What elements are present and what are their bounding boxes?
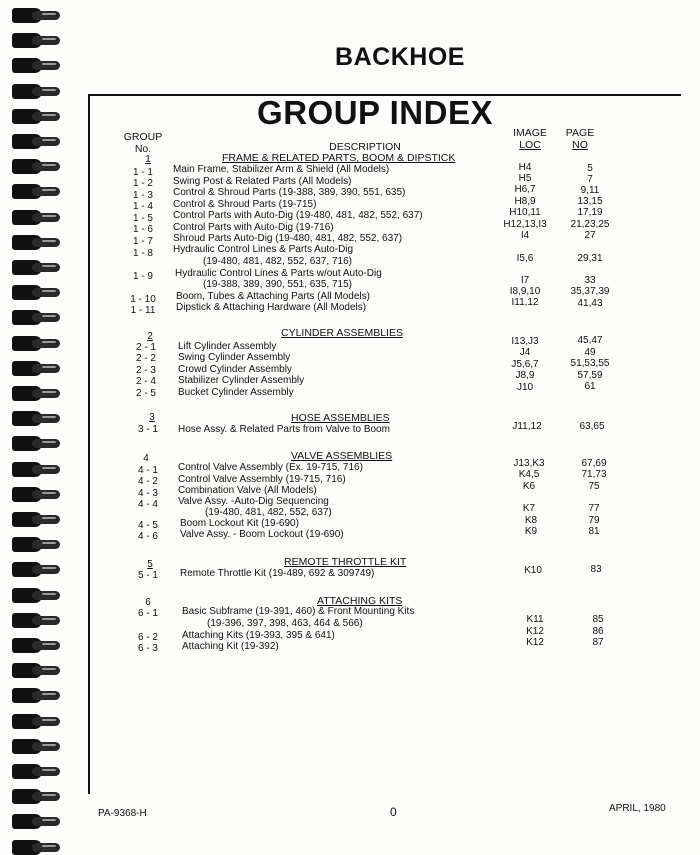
binding-ring xyxy=(12,58,60,73)
binding-ring xyxy=(12,840,60,855)
row-page-no: 57,59 xyxy=(577,370,603,381)
row-group: 1 - 9 xyxy=(132,271,153,282)
row-group: 2 - 4 xyxy=(135,376,156,387)
row-description: Control Parts with Auto-Dig (19-480, 481, 482, 552, 637) xyxy=(173,210,423,221)
row-image-loc: K6 xyxy=(522,481,536,492)
row-group: 4 - 2 xyxy=(137,476,158,487)
column-header-page-line2: NO xyxy=(572,139,588,151)
row-description: Combination Valve (All Models) xyxy=(178,485,317,496)
row-image-loc: J10 xyxy=(516,382,534,393)
section-title: FRAME & RELATED PARTS, BOOM & DIPSTICK xyxy=(222,152,456,164)
row-description: Lift Cylinder Assembly xyxy=(178,341,277,352)
section-number: 1 xyxy=(145,154,151,165)
row-image-loc: H8,9 xyxy=(514,196,536,207)
column-header-group-line1: GROUP xyxy=(123,131,163,143)
section-title: CYLINDER ASSEMBLIES xyxy=(281,327,403,339)
row-description: Attaching Kits (19-393, 395 & 641) xyxy=(182,630,335,641)
row-page-no: 5 xyxy=(587,163,593,174)
row-image-loc: K12 xyxy=(526,626,544,637)
column-header-page-line1: PAGE xyxy=(565,127,595,139)
row-image-loc: J5,6,7 xyxy=(511,359,539,370)
row-page-no: 45,47 xyxy=(577,335,603,346)
row-image-loc: I7 xyxy=(520,275,530,286)
row-group: 5 - 1 xyxy=(137,570,158,581)
section-number: 2 xyxy=(147,331,153,342)
row-image-loc: H10,11 xyxy=(509,207,541,218)
page-number: 0 xyxy=(390,805,397,819)
row-description: Shroud Parts Auto-Dig (19-480, 481, 482, 552, 637) xyxy=(173,233,403,244)
row-image-loc: H4 xyxy=(518,162,532,173)
row-image-loc: K12 xyxy=(526,637,544,648)
row-description: Boom Lockout Kit (19-690) xyxy=(180,518,299,529)
row-image-loc: I13,J3 xyxy=(511,336,539,347)
row-image-loc: K4,5 xyxy=(518,469,540,480)
row-group: 1 - 10 xyxy=(130,294,156,305)
binding-ring xyxy=(12,411,60,426)
column-header-image-line1: IMAGE xyxy=(513,127,547,139)
row-page-no: 21,23,25 xyxy=(570,219,610,230)
binding-ring xyxy=(12,336,60,351)
row-group: 4 - 5 xyxy=(137,520,158,531)
row-image-loc: J13,K3 xyxy=(513,458,545,469)
row-description: Control Parts with Auto-Dig (19-716) xyxy=(173,222,334,233)
row-image-loc: H12,13,I3 xyxy=(503,219,547,230)
row-image-loc: J4 xyxy=(519,347,531,358)
row-group: 6 - 3 xyxy=(137,643,158,654)
binding-ring xyxy=(12,764,60,779)
row-group: 2 - 1 xyxy=(135,342,156,353)
row-description: Remote Throttle Kit (19-489, 692 & 309749) xyxy=(180,568,375,579)
row-description: Attaching Kit (19-392) xyxy=(182,641,279,652)
binding-ring xyxy=(12,814,60,829)
row-description: Dipstick & Attaching Hardware (All Models) xyxy=(176,302,367,313)
row-image-loc: J11,12 xyxy=(512,421,542,432)
row-description: Swing Post & Related Parts (All Models) xyxy=(173,176,352,187)
row-group: 2 - 5 xyxy=(135,388,156,399)
row-description-continued: (19-388, 389, 390, 551, 635, 715) xyxy=(203,279,353,290)
column-header-image-line2: LOC xyxy=(519,139,541,151)
row-page-no: 67,69 xyxy=(581,458,607,469)
row-group: 6 - 2 xyxy=(137,632,158,643)
binding-ring xyxy=(12,588,60,603)
row-group: 1 - 2 xyxy=(132,178,153,189)
row-page-no: 33 xyxy=(584,275,596,286)
index-title: GROUP INDEX xyxy=(257,94,493,131)
section-number: 3 xyxy=(149,412,155,423)
row-image-loc: I5,6 xyxy=(516,253,534,264)
section-number: 6 xyxy=(145,597,151,608)
section-title: REMOTE THROTTLE KIT xyxy=(284,556,407,568)
row-page-no: 86 xyxy=(592,626,604,637)
section-title: VALVE ASSEMBLIES xyxy=(291,450,393,462)
row-group: 4 - 1 xyxy=(137,465,158,476)
row-description: Valve Assy. - Boom Lockout (19-690) xyxy=(180,529,344,540)
binding-ring xyxy=(12,84,60,99)
binding-ring xyxy=(12,663,60,678)
row-description: Basic Subframe (19-391, 460) & Front Mounting Kits xyxy=(182,606,415,617)
row-group: 1 - 6 xyxy=(132,224,153,235)
row-image-loc: J8,9 xyxy=(515,370,535,381)
binding-ring xyxy=(12,159,60,174)
row-description: Crowd Cylinder Assembly xyxy=(178,364,292,375)
binding-ring xyxy=(12,33,60,48)
binding-ring xyxy=(12,235,60,250)
binding-ring xyxy=(12,512,60,527)
row-page-no: 85 xyxy=(592,614,604,625)
binding-ring xyxy=(12,638,60,653)
row-image-loc: K9 xyxy=(524,526,538,537)
row-page-no: 51,53,55 xyxy=(570,358,610,369)
binding-ring xyxy=(12,613,60,628)
section-number: 4 xyxy=(143,453,149,464)
row-page-no: 17,19 xyxy=(577,207,603,218)
row-image-loc: K8 xyxy=(524,515,538,526)
row-description: Hose Assy. & Related Parts from Valve to Boom xyxy=(178,424,390,435)
row-group: 1 - 1 xyxy=(132,167,153,178)
document-code: PA-9368-H xyxy=(98,808,147,819)
binding-ring xyxy=(12,285,60,300)
row-page-no: 81 xyxy=(588,526,600,537)
row-page-no: 7 xyxy=(587,174,593,185)
row-description: Hydraulic Control Lines & Parts w/out Auto-Dig xyxy=(175,268,382,279)
row-image-loc: K7 xyxy=(522,503,536,514)
row-page-no: 75 xyxy=(588,481,600,492)
binding-ring xyxy=(12,739,60,754)
row-description: Stabilizer Cylinder Assembly xyxy=(178,375,305,386)
row-image-loc: H5 xyxy=(518,173,532,184)
row-description: Swing Cylinder Assembly xyxy=(178,352,291,363)
row-image-loc: I4 xyxy=(520,230,530,241)
column-header-group xyxy=(118,131,168,155)
row-description: Valve Assy. -Auto-Dig Sequencing xyxy=(178,496,329,507)
row-page-no: 35,37,39 xyxy=(570,286,610,297)
section-number: 5 xyxy=(147,559,153,570)
row-group: 1 - 3 xyxy=(132,190,153,201)
row-page-no: 29,31 xyxy=(577,253,603,264)
row-group: 3 - 1 xyxy=(137,424,158,435)
binding-ring xyxy=(12,361,60,376)
row-page-no: 77 xyxy=(588,503,600,514)
row-image-loc: K10 xyxy=(524,565,542,576)
row-group: 1 - 5 xyxy=(132,213,153,224)
row-group: 1 - 7 xyxy=(132,236,153,247)
binding-ring xyxy=(12,386,60,401)
row-page-no: 83 xyxy=(590,564,602,575)
row-description-continued: (19-480, 481, 482, 552, 637) xyxy=(205,507,332,518)
row-image-loc: K11 xyxy=(526,614,544,625)
row-group: 4 - 4 xyxy=(137,499,158,510)
binding-ring xyxy=(12,462,60,477)
row-group: 1 - 8 xyxy=(132,248,153,259)
section-title: HOSE ASSEMBLIES xyxy=(291,412,390,424)
binding-ring xyxy=(12,260,60,275)
binding-ring xyxy=(12,487,60,502)
row-description: Main Frame, Stabilizer Arm & Shield (All Models) xyxy=(173,164,390,175)
row-description: Boom, Tubes & Attaching Parts (All Models) xyxy=(176,291,370,302)
column-header-page xyxy=(555,127,605,151)
row-page-no: 79 xyxy=(588,515,600,526)
binding-ring xyxy=(12,134,60,149)
row-description-continued: (19-480, 481, 482, 552, 637, 716) xyxy=(203,256,353,267)
column-header-group-line2: No. xyxy=(134,143,152,155)
row-image-loc: I11,12 xyxy=(511,297,539,308)
row-page-no: 13,15 xyxy=(577,196,603,207)
binding-ring xyxy=(12,184,60,199)
row-page-no: 87 xyxy=(592,637,604,648)
binding-ring xyxy=(12,688,60,703)
binding-ring xyxy=(12,310,60,325)
row-group: 4 - 3 xyxy=(137,488,158,499)
row-group: 1 - 4 xyxy=(132,201,153,212)
publication-date: APRIL, 1980 xyxy=(609,803,666,814)
row-description: Hydraulic Control Lines & Parts Auto-Dig xyxy=(173,244,354,255)
row-group: 2 - 2 xyxy=(135,353,156,364)
binding-ring xyxy=(12,436,60,451)
binding-ring xyxy=(12,789,60,804)
binding-ring xyxy=(12,109,60,124)
row-group: 1 - 11 xyxy=(130,305,156,316)
row-page-no: 9,11 xyxy=(580,185,600,196)
row-description: Control Valve Assembly (Ex. 19-715, 716) xyxy=(178,462,363,473)
row-description: Control & Shroud Parts (19-715) xyxy=(173,199,317,210)
row-description: Bucket Cylinder Assembly xyxy=(178,387,294,398)
row-group: 4 - 6 xyxy=(137,531,158,542)
row-group: 2 - 3 xyxy=(135,365,156,376)
row-page-no: 71,73 xyxy=(581,469,607,480)
row-page-no: 41,43 xyxy=(577,298,603,309)
binding-ring xyxy=(12,210,60,225)
row-description-continued: (19-396, 397, 398, 463, 464 & 566) xyxy=(207,618,363,629)
column-header-image xyxy=(500,127,560,151)
section-title: ATTACHING KITS xyxy=(317,595,403,607)
binding-ring xyxy=(12,537,60,552)
row-description: Control Valve Assembly (19-715, 716) xyxy=(178,474,346,485)
row-page-no: 49 xyxy=(584,347,596,358)
binding-ring xyxy=(12,714,60,729)
row-description: Control & Shroud Parts (19-388, 389, 390, 551, 635) xyxy=(173,187,406,198)
binding-ring xyxy=(12,8,60,23)
spiral-binding xyxy=(0,0,70,854)
row-image-loc: I8,9,10 xyxy=(509,286,541,297)
row-page-no: 27 xyxy=(584,230,596,241)
row-group: 6 - 1 xyxy=(137,608,158,619)
row-image-loc: H6,7 xyxy=(514,184,536,195)
page-title: BACKHOE xyxy=(335,43,465,71)
row-page-no: 63,65 xyxy=(579,421,605,432)
binding-ring xyxy=(12,562,60,577)
column-header-description: DESCRIPTION xyxy=(329,141,401,153)
row-page-no: 61 xyxy=(584,381,596,392)
